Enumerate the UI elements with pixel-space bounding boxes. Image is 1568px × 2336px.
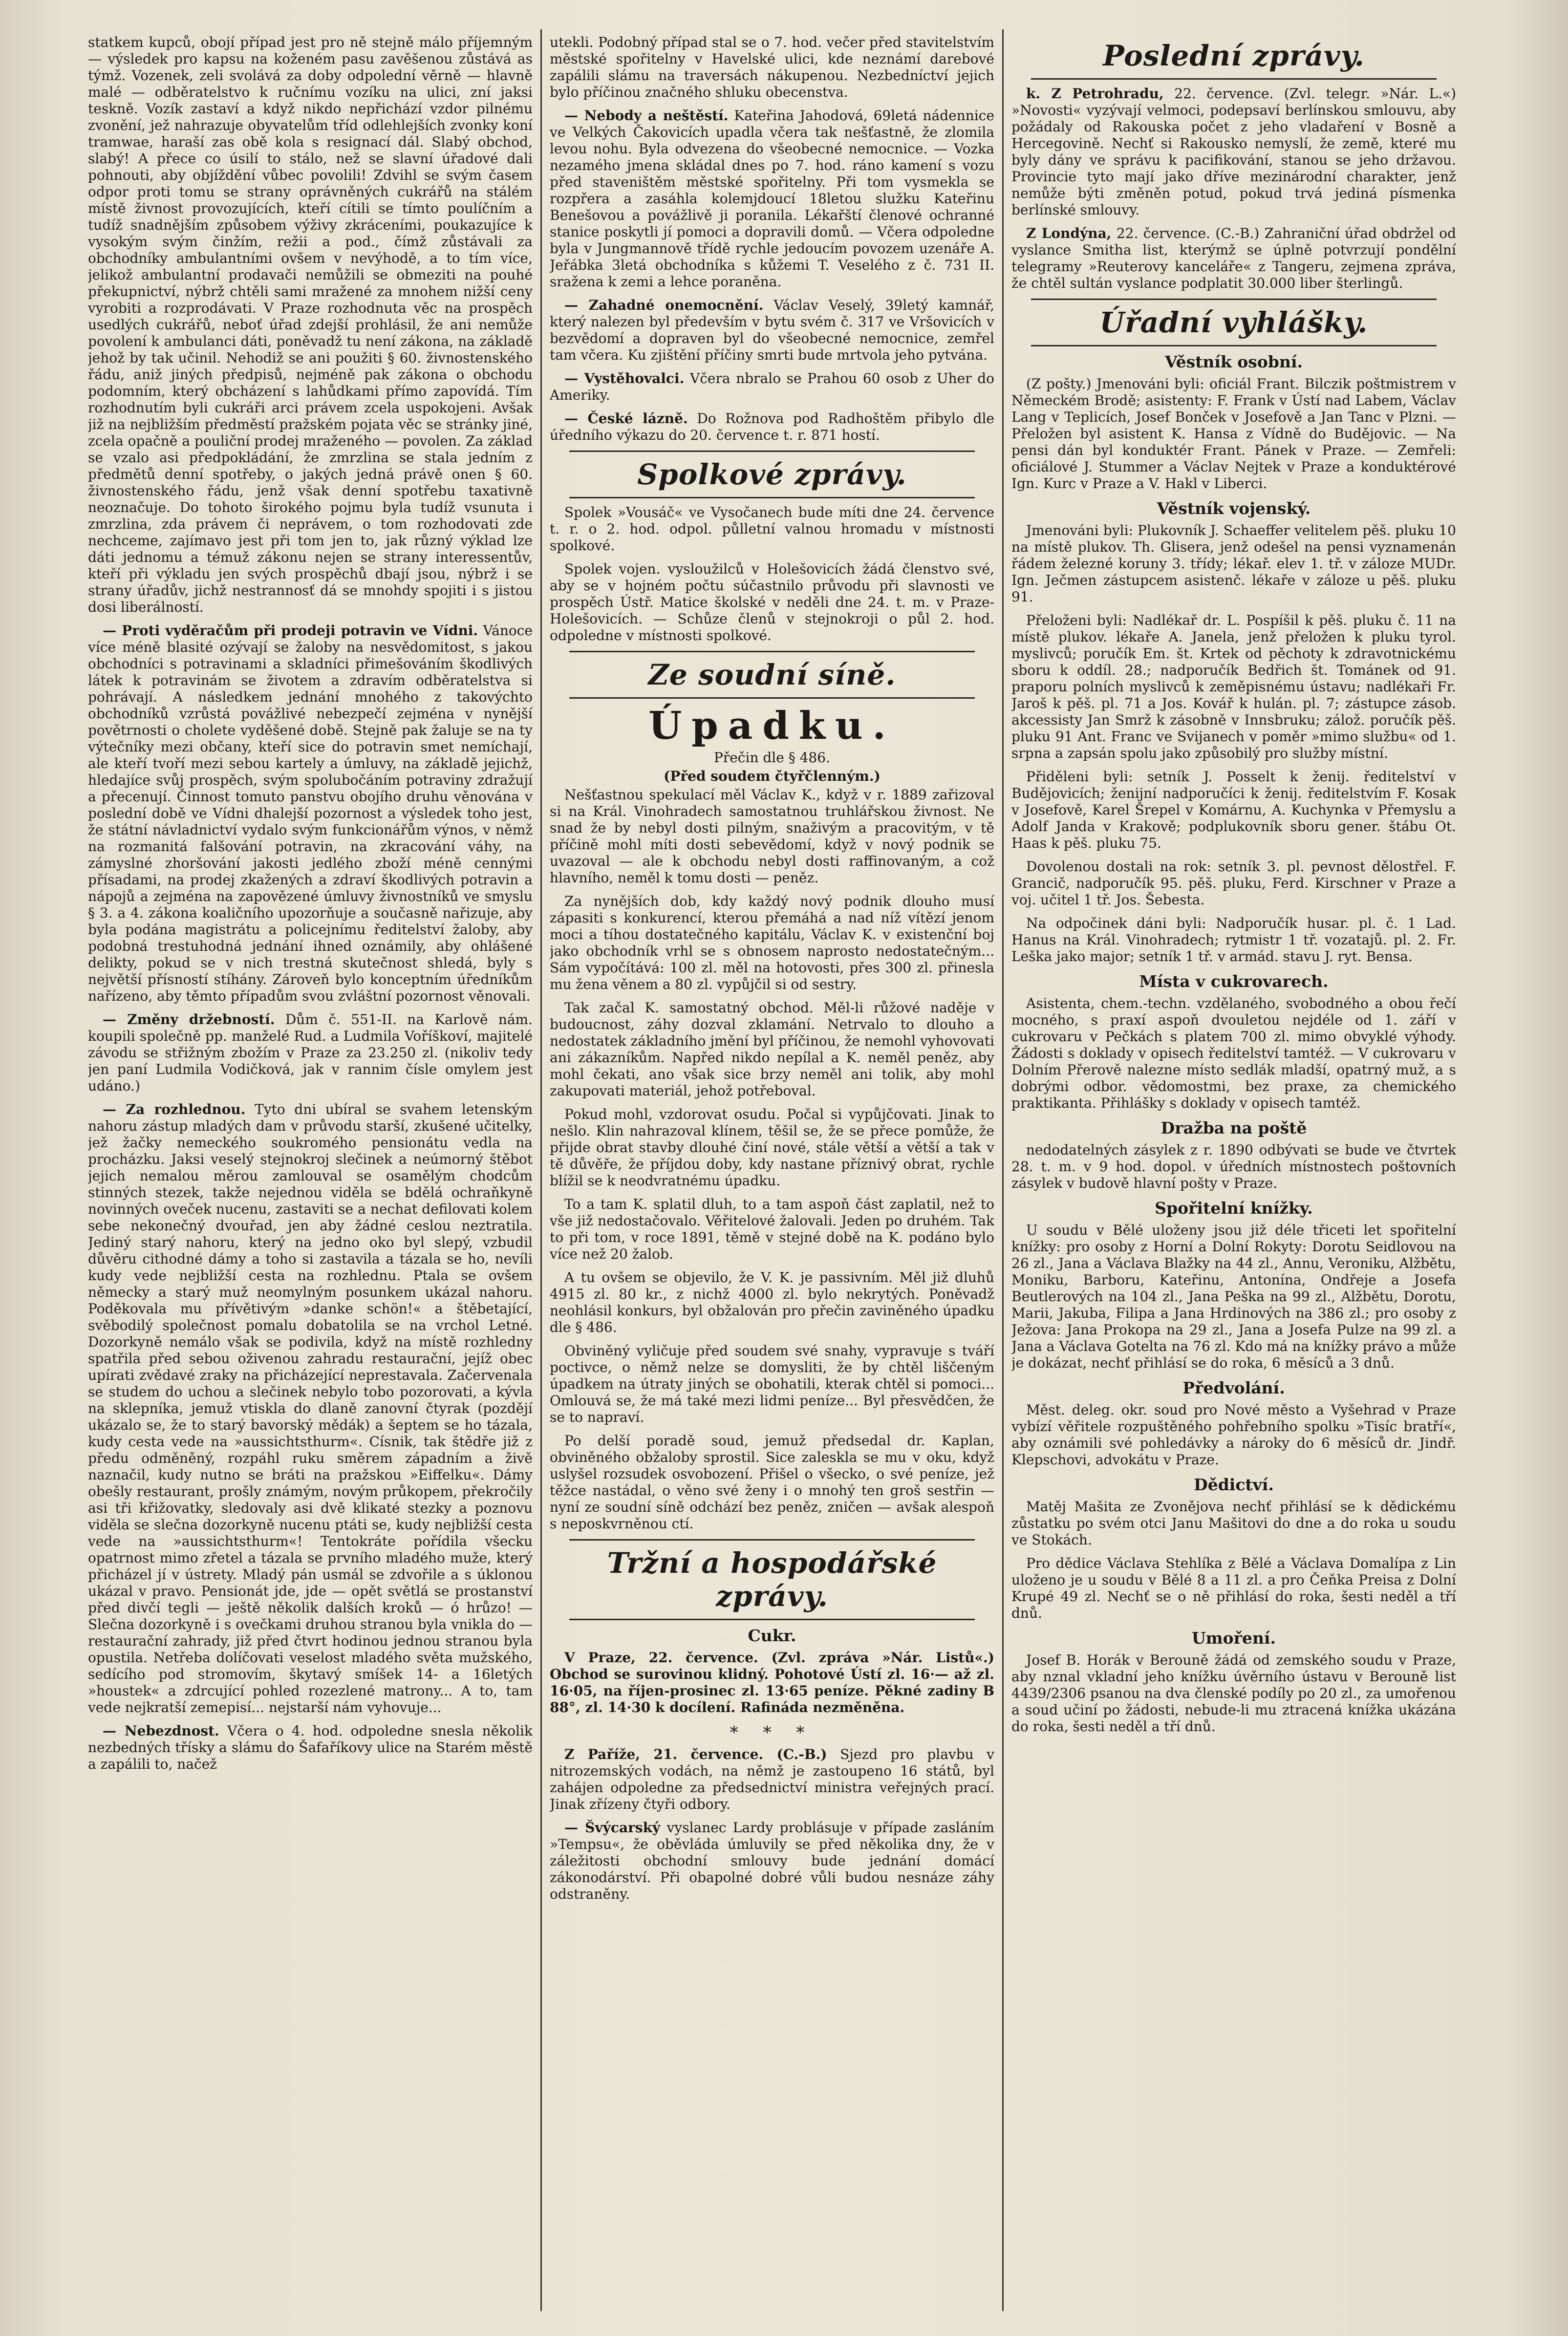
separator-stars: * * * [730, 1723, 815, 1742]
court-text: Obviněný vyličuje před soudem své snahy, vypravuje s tváří poctivce, o němž nelze se domysliti, že by chtěl liščeným úpadkem na útraty jiných se obohatili, kterak chtěl si pomoci... Omlouvá se, že má také mezi lidmi peníze... Byl přesvědčen, že se to napraví. [550, 1343, 994, 1425]
article-text: 22. července. (C.-B.) Zahraniční úřad obdržel od vyslance Smitha list, kterýmž se úplně potvrzují pondělní telegramy »Reuterovy kanceláře« z Tangeru, zejmena zpráva, že chtěl sultán vyslance podplatit 30.000 liber šterlingů. [1011, 225, 1456, 291]
court-text: Tak začal K. samostatný obchod. Měl-li růžové naděje v budoucnost, záhy dozval zklamání. Netrvalo to dlouho a nedostatek základního jmění byl příčinou, že nemohl vyhovovati ani zákazníkům. Napřed nikdo nepílal a K. neměl peněz, aby mohl čekati, ano však sice brzy neměl ani tolik, aby mohl zakupovati materiál, jehož potřeboval. [550, 1000, 994, 1099]
section-title-court: Ze soudní síně. [648, 658, 896, 691]
article-mischief [88, 1723, 533, 1773]
article-accidents [550, 107, 994, 290]
section-title-official: Úřadní vyhlášky. [1099, 306, 1368, 339]
market-news [550, 1820, 994, 1903]
article-spa [550, 410, 994, 444]
court-text: Po delší poradě soud, jemuž předsedal dr. Kaplan, obviněného obžaloby sprostil. Sice zaleskla se mu v oku, když uslyšel rozsudek osvobození. Přišel o všecko, o své peníze, jež těžce nastádal, o věno své ženy i o mnohý ten groš sestřin — nyní ze soudní síně odchází bez peněz, zničen — avšak alespoň s neposkvrněnou ctí. [550, 1433, 994, 1532]
official-notice: Asistenta, chem.-techn. vzdělaného, svobodného a obou řečí mocného, s praxí aspoň dvouletou nejdéle od 1. září v cukrovaru v Pečkách s platem 700 zl. mimo obvyklé výhody. Žádosti s doklady v opisech ředitelství tamtéž. — V cukrovaru v Dolním Přerově nalezne místo sedlák mladší, opatrný muž, a s dobrými odbor. vědomostmi, bez praxe, za chemického praktikanta. Přihlášky s doklady v opisech tamtéž. [1011, 995, 1456, 1111]
association-notice: Spolek vojen. vysloužilců v Holešovicích žádá členstvo své, aby se v hojném počtu súčastnilo průvodu při slavnosti ve prospěch Ústř. Matice školské v neděli dne 24. t. m. v Praze-Holešovicích. — Schůze členů v stejnokroji o půl 2. hod. odpoledne v místnosti spolkové. [550, 561, 994, 643]
section-rule [1031, 299, 1437, 300]
section-rule [569, 1619, 975, 1620]
headline-food-fraud: — Proti vyděračům při prodeji potravin ve Vídni. [103, 622, 478, 639]
court-case-charge: Přečin dle § 486. [714, 750, 830, 766]
column-2 [550, 34, 994, 2311]
article-lookout-tower [88, 1101, 533, 1716]
subsection-military: Věstník vojenský. [1157, 499, 1311, 518]
article-continued: utekli. Podobný případ stal se o 7. hod. večer před stavitelstvím městské spořitelny v Havelské ulici, kde neznámí darebové zapálili slámu na traversách nákupenou. Nezbedníctví jejich bylo příčinou značného shluku obecenstva. [550, 34, 994, 100]
headline-emigrants: — Vystěhovalci. [564, 370, 685, 386]
article-text: Sjezd pro plavbu v nitrozemských vodách, na němž je zastoupeno 16 států, byl zahájen odpoledne za předsednictví ministra veřejných prací. Jinak zřízeny čtyři odbory. [550, 1746, 994, 1812]
article-text: Dům č. 551-II. na Karlově nám. koupili společně pp. manželé Rud. a Ludmila Voříškoví, majitelé závodu se střižným zbožím v Praze za 23.250 zl. (nikoliv tedy jen paní Ludmila Vodičková, jak v rannim čísle omylem jest udáno.) [88, 1011, 533, 1094]
column-divider-right [1002, 29, 1004, 2311]
headline-spa: — České lázně. [564, 410, 688, 427]
article-text: Včera nbralo se Prahou 60 osob z Uher do Ameriky. [550, 370, 994, 403]
subsection-savings-books: Spořitelní knížky. [1155, 1199, 1313, 1218]
headline-accidents: — Nebody a neštěstí. [564, 107, 729, 124]
headline-property: — Změny držebností. [103, 1011, 275, 1028]
official-notice: Na odpočinek dáni byli: Nadporučík husar. pl. č. 1 Lad. Hanus na Král. Vinohradech; rytmistr 1 tř. vozatajů. pl. 2. Fr. Leška jako major; setník 1 tř. v armád. stavu J. ryt. Bensa. [1011, 915, 1456, 964]
article-text: vyslanec Lardy problásuje v případe zasláním »Tempsu«, že oběvláda úmluvily se před několika dny, že v záležitosti obchodní smlouvy bude jednání domácí zákonodárství. Při obapolné dobré vůli budou nesnáze záhy odstraněny. [550, 1820, 994, 1902]
subsection-personnel: Věstník osobní. [1165, 352, 1303, 371]
section-rule [569, 450, 975, 452]
latest-news [1011, 225, 1456, 292]
subsection-post-auction: Dražba na poště [1160, 1118, 1307, 1137]
headline-swiss: — Švýcarský [564, 1820, 661, 1836]
court-text: Za nynějších dob, kdy každý nový podnik dlouho musí zápasiti s konkurencí, kterou přemáhá a nad níž vítězí jenom moci a tíhou dostatečného kapitálu, Václav K. v existenční boj jako obchodník vrhl se s obnosem naprosto nedostatečným... Sám vypočítává: 100 zl. měl na hotovosti, přes 300 zl. přinesla mu žena věnem a 80 zl. vypůjčil si od sestry. [550, 893, 994, 992]
headline-london: Z Londýna, [1026, 225, 1112, 241]
official-notice: nedodatelných zásylek z r. 1890 odbývati se bude ve čtvrtek 28. t. m. v 9 hod. dopol. v úředních místnostech poštovních zásylek v budově hlavní pošty v Praze. [1011, 1142, 1456, 1191]
association-notice: Spolek »Vousáč« ve Vysočanech bude míti dne 24. července t. r. o 2. hod. odpol. půlletní valnou hromadu v místnosti spolkové. [550, 504, 994, 554]
headline-petersburg: k. Z Petrohradu, [1026, 86, 1164, 102]
court-text: Nešťastnou spekulací měl Václav K., když v r. 1889 zařizoval si na Král. Vinohradech samostatnou truhlářskou živnost. Ne snad že by nebyl dosti pilným, snaživým a pracovitým, v tě příčině mohl míti dosti sebevědomí, když v nový podnik se uvazoval — ale k obchodu nebyl dosti raffinovaným, a což hlavního, neměl k tomu dosti — peněz. [550, 787, 994, 886]
subsection-sugar-jobs: Místa v cukrovarech. [1139, 972, 1329, 991]
section-rule [1031, 345, 1437, 346]
official-notice: Dovolenou dostali na rok: setník 3. pl. pevnost dělostřel. F. Grancič, nadporučík 95. pěš. pluku, Ferd. Kirschner v Praze a voj. učitel 1 tř. Jos. Šebesta. [1011, 858, 1456, 908]
article-food-fraud-vienna [88, 622, 533, 1005]
official-notice: Pro dědice Václava Stehlíka z Bělé a Václava Domalípa z Lin uloženo je u soudu v Bělé 8 a 11 zl. a pro Čeňka Preisa z Dolní Krupé 49 zl. Nechť se o ně přihlásí do roka, šesti neděl a tří dnů. [1011, 1555, 1456, 1621]
court-case-title: Úpadku. [648, 704, 896, 748]
official-notice: U soudu v Bělé uloženy jsou již déle třiceti let spořitelní knížky: pro osoby z Horní a Dolní Rokyty: Dorotu Seidlovou na 26 zl., Jana a Václava Blažky na 44 zl., Annu, Veroniku, Alžbětu, Moniku, Barboru, Kateřinu, Antonína, Ondřeje a Josefa Beutlerových na 104 zl., Jana Peška na 99 zl., Alžbětu, Dorotu, Marii, Jakuba, Filipa a Jana Hrdinových na 386 zl.; pro osoby z Ježova: Jana Prokopa na 29 zl., Jana a Josefa Pulze na 99 zl. a Jana a Václava Gotelta na 76 zl. Kdo má na knížky právo a může je dokázat, nechť přihlásí se do roka, 6 měsíců a 3 dnů. [1011, 1222, 1456, 1371]
article-text: 22. července. (Zvl. telegr. »Nár. L.«) »Novosti« vyzývají velmoci, podepsaví berlínskou smlouvu, aby požádaly od Rakouska počet z jeho vladaření v Bosně a Hercegovině. Nechť si Rakousko nemyslí, že země, které mu byly dány ve správu k pacifikování, stanou se jeho državou. Provincie tyto mají jako dříve mezinárodní charakter, jenž nemůže býti změněn potud, pokud trvá jediná písmenka berlínské smlouvy. [1011, 86, 1456, 218]
market-news [550, 1746, 994, 1813]
court-text: A tu ovšem se objevilo, že V. K. je passivním. Měl již dluhů 4915 zl. 80 kr., z nichž 4000 zl. bylo nekrytých. Poněvadž neohlásil konkurs, byl obžalován pro přečin zaviněného úpadku dle § 486. [550, 1269, 994, 1335]
section-rule [1031, 78, 1437, 80]
court-case-tribunal: (Před soudem čtyřčlenným.) [664, 768, 881, 784]
sugar-report: V Praze, 22. července. (Zvl. zpráva »Nár. Listů«.) Obchod se surovinou klidný. Pohotové Ústí zl. 16·— až zl. 16·05, na říjen-prosinec zl. 13·65 peníze. Pěkné zadiny B 88°, zl. 14·30 k docílení. Rafináda nezměněna. [550, 1650, 994, 1715]
court-text: To a tam K. splatil dluh, to a tam aspoň část zaplatil, než to vše již nedostačovalo. Věřitelové žalovali. Jeden po druhém. Tak to při tom, v roce 1891, těmě v stejné době na K. podáno bylo více než 20 žalob. [550, 1196, 994, 1262]
official-notice: Přiděleni byli: setník J. Posselt k ženij. ředitelství v Budějovicích; ženijní nadporučíci k ženij. ředitelstvím F. Kosak v Josefově, Karel Šrepel v Komárnu, A. Kuchynka v Přemyslu a Adolf Janda v Krakově; podplukovník sboru gener. štábu Ot. Haas k pěš. pluku 75. [1011, 769, 1456, 851]
section-rule [569, 497, 975, 498]
article-text: Tyto dni ubíral se svahem letenským nahoru zástup mladých dam v průvodu starší, zkušené učitelky, jež žačky nemeckého soukromého pensionátu vedla na procházku. Jaksi veselý stejnokroj slečinek a neúmorný štěbot jejich nemalou měrou zamlouval se osamělým chodcům stinných stezek, takže nejednou vidělа se bdělá ochraňkyně novinných oveček nucenu, zastaviti se a nechat defilovati kolem sebe nekonečný dvouřad, jen aby žádné ceslou neztratila. Jediný starý nahoru, který na jedno oko byl slepý, vzbudil důvěru cithodné dámy a toho si zastavila a tázala se ho, nevíli kudy vede nejbližší cesta na rozhlednu. Ptala se ovšem německy a starý muž neomylným posunkem ukázal nahoru. Poděkovala mu přívětivým »danke schön!« a štěbetající, svěbodilý společnost pomalu dobatolila se na vrchol Letné. Dozorkyně nemálo však se podivila, když na místě rozhledny spatřila před sebou oživenou zahradu restaurační, jejíž obec upírati zvědavé zraky na přicházející neprestavala. Začervenala se studem do uchou a slečinek nebylo tobo pozorovati, a kývla na sklepníka, jemuž vtiskla do dlaně zanovní čtyrak (pozdějí ukázalo se, že to starý bavorský mědák) a šeptem se ho tázala, kudy cesta vede na »aussichtsthurm«. Císnik, tak štědře již z předu odměněný, rozpáhl ruku směrem západním a živě naznačil, kudy nutno se bráti na pražskou »Eiffelku«. Dámy obešly restaurant, prošly známým, novým průkopem, překročily asi tři křižovatky, sledovaly asi dvě klikaté stezky a poznovu viděla se slečna dozorkyně nucenu ptáti se, kudy nejbližší cesta vede na »aussichtsthurm«! Tentokráte pořídila všecku opatrnost mimo zřetel a tázala se prvního mladého muže, který přicházel jí v ústrety. Mladý pán usmál se zdvořile a s úklonou ukázal v pravo. Pensionát jde, jde — opět světlá se prostanství před divčí tegli — ještě několik dalších kroků — ó hrůzo! — Slečna dozorkyně i s ovečkami druhou stranou byla vnikla do — restaurační zahrady, již před čtvrt hodinou jednou stranou byla opustila. Netřeba dolíčovati veselost mladého světa mužského, sedícího pod stromovím, škytavý smíšek 14- a 16letých »houstek« a zdrcující pohled rozezlené matrony... A to, tam vede nejkratší zemepisí... nejstarší nám vyhovuje... [88, 1101, 533, 1715]
headline-paris: Z Paříže, 21. července. (C.-B.) [564, 1746, 827, 1762]
official-notice: (Z pošty.) Jmenováni byli: oficiál Frant. Bilczik poštmistrem v Německém Brodě; asistenty: F. Frank v Ústí nad Labem, Václav Lang v Teplicích, Josef Bonček v Josefově a Jan Tanc v Plzni. — Přeložen byl asistent K. Hansa z Vídně do Budějovic. — Na pensi dán byl konduktér Frant. Pánek v Praze. — Zemřeli: oficiálové J. Stummer a Václav Nejtek v Praze a konduktérové Ign. Kurc v Praze a V. Hakl v Liberci. [1011, 376, 1456, 492]
article-text: Kateřina Jahodová, 69letá nádennice ve Velkých Čakovicích upadla včera tak nešťastně, že zlomila levou nohu. Byla odvezena do všeobecné nemocnice. — Vozka nezamého jmena skládal dnes po 7. hod. ráno kamení s vozu před staveništěm městské spořitelny. Při tom vysmekla se rozpřera a zasáhla kolemjdoucí 18letou služku Kateřinu Benešovou a povážlivě ji poranila. Lékařští členové ochranné stanice poskytli jí pomoci a dopravili domů. — Včera odpoledne byla v Jungmannově třídě rychle jedoucím povozem uzenáře A. Jeřábka 3letá obchodníka s kůžemi T. Veselého z č. 731 II. sražena k zemi a lehce poraněna. [550, 107, 994, 290]
article-text: Včera o 4. hod. odpoledne snesla několik nezbedných třísky a slámu do Šafaříkovy ulice na Starém městě a zapálili to, načež [88, 1723, 533, 1772]
section-rule [569, 697, 975, 699]
article-text: Vánoce více méně blasité ozývají se žaloby na nesvědomitost, s jakou obchodníci s potravinami a skladníci přimešováním škodlivých látek k potravinám se životem a zdravím odběratelstva si pohrávají. A následkem jednání mnohého z takovýchto obchodníků vzrůstá povážlivé nebezpečí zejména v nynější povětrnosti o cholete vyděšené době. Stejně pak žaluje se na ty výtečníky mezi občany, kteří sice do potravin smet nemíchají, ale kteří tvoří mezi sebou kartely a úmluvy, na základě jejichž, hledajíce svůj prospěch, svým spolubočáním potraviny zdražují a přecenují. Činnost tomuto panstvu obojího druhu věnována v poslední době ve Vídni dhalejší pozornost a výsledek toho jest, že státní návladnictví vydalo svým funkcionářům výnos, v němž na rozmanitá falšování potravin, na zkracování váhy, na zámyslné zhoršování jakosti jedlého zboží méně cennými přísadami, na prodej zkažených a zdraví škodlivých potravin a nápojů a zejména na zapovězené úmluvy živnostníků ve smyslu § 3. a 4. zákona koaličního upozorňuje a současně nařizuje, aby byla podána magistrátu a policejnímu ředitelství žaloby, aby podobná trestuhodná jednání ihned oznámily, aby ohlášené delikty, pokud se v nich trestná skutečnost shledá, byly s největší přísností stíhány. Zároveň bylo konceptním úředníkům nařízeno, aby těmto případům svou zvláštní pozornost věnovali. [88, 622, 533, 1004]
article-text: Do Rožnova pod Radhoštěm přibylo dle úředního výkazu do 20. července t. r. 871 hostí. [550, 410, 994, 443]
article-illness [550, 297, 994, 364]
official-notice: Josef B. Horák v Berouně žádá od zemského soudu v Praze, aby nznal vkladní jeho knížku úvěrního ústavu v Berouně list 4439/2306 psanou na dva členské podíly po 20 zl., za umořenou a soud učiní po žádosti, nebude-li mu ztracená knížka ukázána do roka, šesti neděl a tří dnů. [1011, 1652, 1456, 1735]
subsection-sugar: Cukr. [748, 1626, 796, 1645]
section-rule [569, 651, 975, 652]
official-notice: Měst. deleg. okr. soud pro Nové město a Vyšehrad v Praze vybízí věřitele rozpuštěného pohřebního spolku »Tisíc bratří«, aby oznámili své pohledávky a nároky do 6 měsíců dr. Jindř. Klepschovi, advokátu v Praze. [1011, 1402, 1456, 1468]
section-title-latest: Poslední zprávy. [1103, 39, 1365, 72]
official-notice: Matěj Mašita ze Zvonějova nechť přihlásí se k dědickému zůstatku po svém otci Janu Mašitovi do dne a do roka u soudu ve Stokách. [1011, 1499, 1456, 1548]
headline-lookout: — Za rozhlednou. [103, 1101, 246, 1117]
article-property-changes [88, 1011, 533, 1094]
article-text: Václav Veselý, 39letý kamnář, který nalezen byl především v bytu svém č. 317 ve Vršovicích v bezvědomí a dopraven byl do všeobecné nemocnice, zemřel tam včera. Ku zjištění příčiny smrti bude mrtvola jeho pytvána. [550, 297, 994, 363]
latest-news [1011, 86, 1456, 218]
column-1 [88, 34, 533, 2311]
column-3 [1011, 34, 1456, 2311]
section-title-market: Tržní a hospodářské zprávy. [607, 1546, 937, 1613]
court-text: Pokud mohl, vzdorovat osudu. Počal si vypůjčovati. Jinak to nešlo. Klin nahrazoval klínem, těšil se, že se přece pomůže, že přijde obrat stavby dlouhé činí nové, stále větší a větší a tak v tě důvěře, že příjdou doby, kdy nastane příznivý obrat, rychle blížil se k neodvratnému úpadku. [550, 1106, 994, 1189]
official-notice: Jmenováni byli: Plukovník J. Schaeffer velitelem pěš. pluku 10 na místě plukov. Th. Glisera, jenž odešel na pensi vyznamenán řádem železné koruny 3. třídy; lékař. elev 1. tř. v záloze MUDr. Ign. Ječmen zástupcem asistenč. lékaře v záloze u pěš. pluku 91. [1011, 522, 1456, 605]
article-ice-cream-vendors: statkem kupců, obojí případ jest pro ně stejně málo příjemným — výsledek pro kapsu na koženém pasu zavěšenou zůstává as týmž. Vozenek, zeli svolává za doby odpolední věrně — hlavně malé — odběratelstvo k ručnímu vozíku na ulici, zní jaksi teskně. Vozík zastaví a když nikdo nepřichází vzdor pilnému zvonění, jež nahrazuje obyvatelům tříd odlehlejších zvonky koní tramwae, haraší zas obě kola s resignací dál. Slabý obchod, slabý! A přece co úsilí to stálo, než se slavní úřadové dali pohnouti, aby objíždění vůbec povolili! Zdvihl se svým časem odpor proti tomu se strany oprávněných cukrářů na stálém místě živnost provozujících, kteří cítili se tímto poulíčním a tudíž snadnějším způsobem výživy zkráceními, poukazujíce k vysokým svým činžím, režii a pod., čímž zůstávali za obchodníky ambulantními ovšem v nevýhodě, a to tím více, jelikož ambulantní prodavači nemůžili se obmeziti na pouhé překupnictví, nýbrž chtěli sami mražené za mnohem nižší ceny vyrobiti a rozprodávati. V Praze rozhodnuta věc na prospěch usedlých cukrářů, neboť úřad zdejší prohlásil, že ani nemůže povolení k ambulanci dáti, poněvadž tu není zákona, na základě jehož by tak učinil. Nehodiž se ani použiti § 60. živnostenského řádu, aniž jiných předpisů, nejméně pak zákona o obchodu podomním, který obcházení s lahůdkami přímo zapovídá. Tím rozhodnutím byli cukráři arci právem zcela uspokojeni. Avšak již na nejbližším předměstí pražském pojata věc se stránky jiné, zcela opačně a pouliční prodej mraženého — povolen. Za základ se vzalo asi předpokládání, že zmrzlina se stala jedním z předmětů denní spotřeby, o jakých jedná právě onen § 60. živnostenského řádu, jenž však denní spotřebu taxativně neoznačuje. Do tohoto širokého pojmu byla tudíž vsunuta i zmrzlina, zda právem či neprávem, o tom rozhodovati zde nechceme, zajímavo jest při tom jen to, jak různý výklad lze dáti jednomu a témuž zákonu nejen se strany interessentův, kteří při výkladu jen svých prospěchů dbají jsou, nýbrž i se strany úřadův, jichž nestrannosť dá se mnohdy spojiti i s jistou dosi liberálností. [88, 34, 533, 615]
section-rule [569, 1539, 975, 1541]
column-divider-left [540, 29, 542, 2311]
subsection-inheritance: Dědictví. [1194, 1475, 1274, 1494]
headline-mischief: — Nebezdnost. [103, 1723, 219, 1739]
subsection-cancellation: Umoření. [1191, 1629, 1276, 1648]
headline-illness: — Zahadné onemocnění. [564, 297, 764, 313]
section-title-associations: Spolkové zprávy. [637, 458, 907, 491]
subsection-summons: Předvolání. [1182, 1378, 1285, 1397]
article-emigrants [550, 370, 994, 404]
official-notice: Přeloženi byli: Nadlékař dr. L. Pospíšil k pěš. pluku č. 11 na místě plukov. lékaře A. Janela, jenž přeložen k pluku tyrol. myslivců; poručík Em. št. Krtek od pěchoty k zdravotnickému sboru k oddíl. 28.; nadporučík Bedřich št. Tománek od 91. praporu polních myslivců k zeměpisnému ústavu; nadlékaři Fr. Jaroš k pěš. pl. 71 a Jos. Kovář k hulán. pl. 7; zástupce zásob. akcessisty Jan Smrž k zásobně v Innsbruku; zálož. poručík pěš. pluku 91 Ant. Franc ve Svijanech v poměr »mimo službu« od 1. srpna a zapsán spolu jako způsobilý pro služby místní. [1011, 612, 1456, 761]
